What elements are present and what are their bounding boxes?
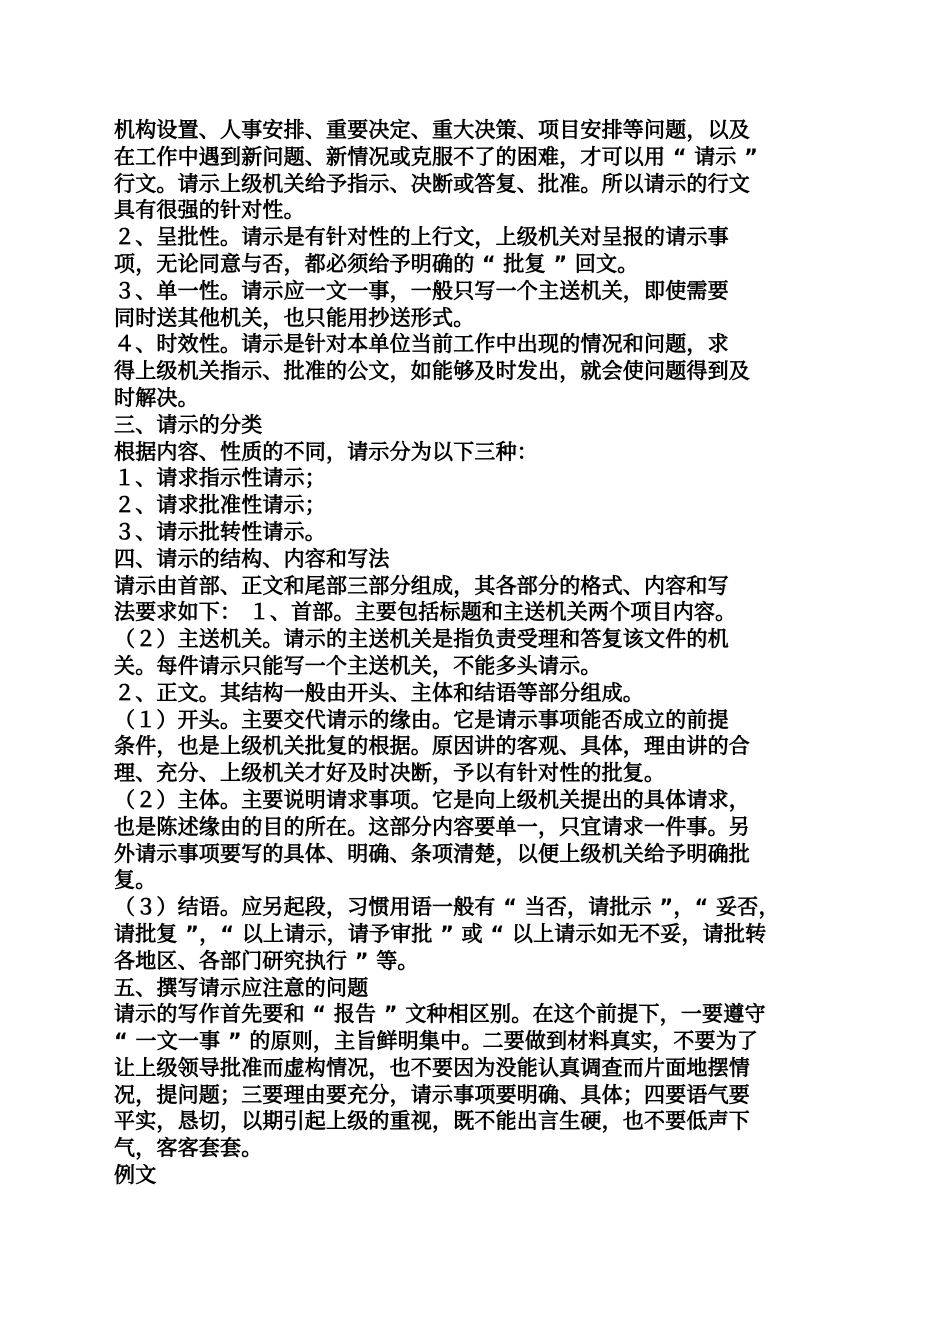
text-line: 请示的写作首先要和 “ 报告 ” 文种相区别。在这个前提下，一要遵守	[114, 1002, 766, 1027]
document-body	[114, 117, 854, 1189]
text-line: 项，无论同意与否，都必须给予明确的 “ 批复 ” 回文。	[114, 251, 639, 276]
text-line: 条件，也是上级机关批复的根据。原因讲的客观、具体，理由讲的合	[114, 734, 750, 759]
text-line: （２）主送机关。请示的主送机关是指负责受理和答复该文件的机	[114, 627, 729, 652]
text-line: ３、请示批转性请示。	[114, 519, 326, 544]
text-line: 根据内容、性质的不同，请示分为以下三种：	[114, 439, 538, 464]
text-line: ２、请求批准性请示；	[114, 493, 326, 518]
text-line: ２、正文。其结构一般由开头、主体和结语等部分组成。	[114, 680, 644, 705]
text-line: 请示由首部、正文和尾部三部分组成，其各部分的格式、内容和写	[114, 573, 729, 598]
text-line: 行文。请示上级机关给予指示、决断或答复、批准。所以请示的行文	[114, 171, 750, 196]
text-line: 法要求如下： １、首部。主要包括标题和主送机关两个项目内容。	[114, 600, 737, 625]
text-line: （１）开头。主要交代请示的缘由。它是请示事项能否成立的前提	[114, 707, 729, 732]
text-line: （３）结语。应另起段，习惯用语一般有 “ 当否，请批示 ”，“ 妥否，	[114, 895, 780, 920]
text-line: 三、请示的分类	[114, 412, 263, 437]
text-line: 五、撰写请示应注意的问题	[114, 975, 369, 1000]
text-line: 复。	[114, 868, 157, 893]
text-line: 例文	[114, 1163, 157, 1188]
text-line: 各地区、各部门研究执行 ” 等。	[114, 948, 419, 973]
text-line: 机构设置、人事安排、重要决定、重大决策、项目安排等问题，以及	[114, 118, 750, 142]
text-line: 也是陈述缘由的目的所在。这部分内容要单一，只宜请求一件事。另	[114, 814, 750, 839]
text-line: “ 一文一事 ” 的原则，主旨鲜明集中。二要做到材料真实，不要为了	[114, 1029, 759, 1054]
text-line: １、请求指示性请示；	[114, 466, 326, 491]
text-line: 让上级领导批准而虚构情况，也不要因为没能认真调查而片面地摆情	[114, 1055, 750, 1080]
text-line: 在工作中遇到新问题、新情况或克服不了的困难，才可以用 “ 请示 ”	[114, 144, 759, 169]
text-line: 况，提问题；三要理由要充分，请示事项要明确、具体；四要语气要	[114, 1082, 750, 1107]
text-line: ４、时效性。请示是针对本单位当前工作中出现的情况和问题，求	[114, 332, 729, 357]
text-line: 平实，恳切，以期引起上级的重视，既不能出言生硬，也不要低声下	[114, 1109, 750, 1134]
text-line: 得上级机关指示、批准的公文，如能够及时发出，就会使问题得到及	[114, 359, 750, 384]
text-line: 同时送其他机关，也只能用抄送形式。	[114, 305, 475, 330]
text-line: （２）主体。主要说明请求事项。它是向上级机关提出的具体请求，	[114, 787, 750, 812]
text-line: 请批复 ”，“ 以上请示，请予审批 ” 或 “ 以上请示如无不妥，请批转	[114, 921, 767, 946]
text-line: 气，客客套套。	[114, 1136, 263, 1161]
text-line: 关。每件请示只能写一个主送机关，不能多头请示。	[114, 653, 602, 678]
text-line: 理、充分、上级机关才好及时决断，予以有针对性的批复。	[114, 761, 666, 786]
text-line: 具有很强的针对性。	[114, 198, 305, 223]
text-line: ３、单一性。请示应一文一事，一般只写一个主送机关，即使需要	[114, 278, 729, 303]
text-line: 外请示事项要写的具体、明确、条项清楚，以便上级机关给予明确批	[114, 841, 750, 866]
text-line: 四、请示的结构、内容和写法	[114, 546, 390, 571]
text-line: ２、呈批性。请示是有针对性的上行文，上级机关对呈报的请示事	[114, 225, 729, 250]
text-line: 时解决。	[114, 385, 199, 410]
